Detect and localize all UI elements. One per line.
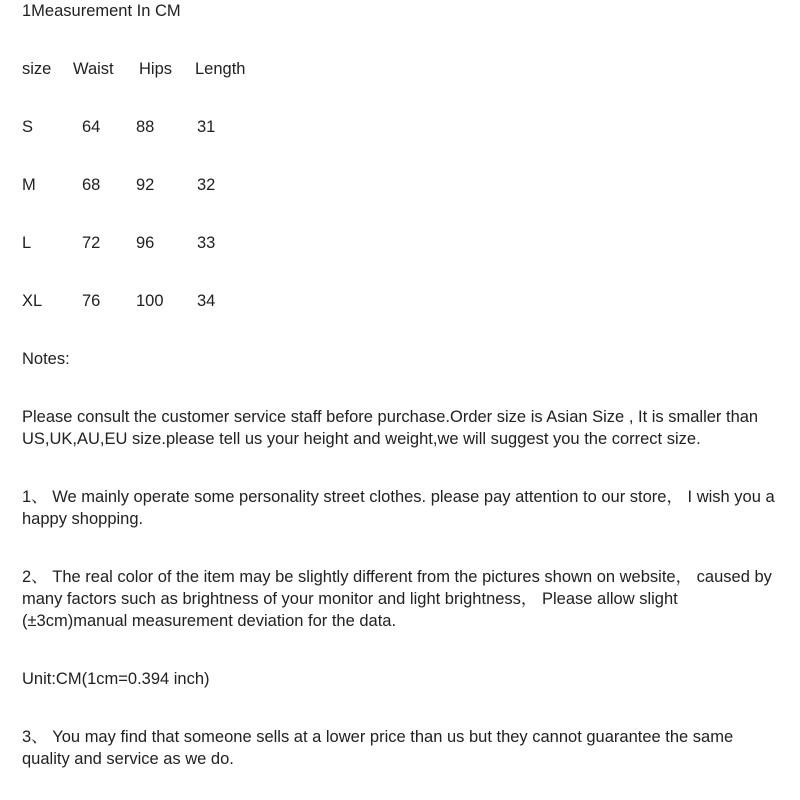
unit-conversion-note: Unit:CM(1cm=0.394 inch) xyxy=(22,670,210,688)
column-header-length: Length xyxy=(195,60,246,78)
hips-value: 96 xyxy=(136,234,155,252)
purchase-consult-note: Please consult the customer service staff before purchase.Order size is Asian Size , It is smaller than US,UK,AU,EU size.please tell us your height and weight,we will suggest you the correct size. xyxy=(22,408,759,448)
size-table-header-row xyxy=(22,58,778,80)
size-table-row-xl xyxy=(22,290,778,312)
waist-value: 64 xyxy=(82,118,101,136)
column-header-size: size xyxy=(22,60,52,78)
length-value: 31 xyxy=(197,118,216,136)
waist-value: 68 xyxy=(82,176,101,194)
size-table-row-s xyxy=(22,116,778,138)
length-value: 32 xyxy=(197,176,216,194)
size-table-row-m xyxy=(22,174,778,196)
color-deviation-note-2: 2、 The real color of the item may be slightly different from the pictures shown on website， caused by many factors such as brightness of your monitor and light brightness， Please allow slight (±3cm)manual measurement deviation for the data. xyxy=(22,568,772,630)
page-title: 1Measurement In CM xyxy=(22,2,181,20)
size-value: XL xyxy=(22,292,43,310)
size-value: S xyxy=(22,118,34,136)
hips-value: 100 xyxy=(136,292,164,310)
store-note-1: 1、 We mainly operate some personality street clothes. please pay attention to our store， I wish you a happy shopping. xyxy=(22,488,775,528)
price-quality-note-3: 3、 You may find that someone sells at a lower price than us but they cannot guarantee the same quality and service as we do. xyxy=(22,728,734,768)
waist-value: 72 xyxy=(82,234,101,252)
size-value: L xyxy=(22,234,32,252)
column-header-waist: Waist xyxy=(73,60,114,78)
size-table-row-l xyxy=(22,232,778,254)
size-value: M xyxy=(22,176,36,194)
length-value: 34 xyxy=(197,292,216,310)
hips-value: 88 xyxy=(136,118,155,136)
length-value: 33 xyxy=(197,234,216,252)
hips-value: 92 xyxy=(136,176,155,194)
column-header-hips: Hips xyxy=(139,60,173,78)
waist-value: 76 xyxy=(82,292,101,310)
notes-label: Notes: xyxy=(22,350,70,368)
